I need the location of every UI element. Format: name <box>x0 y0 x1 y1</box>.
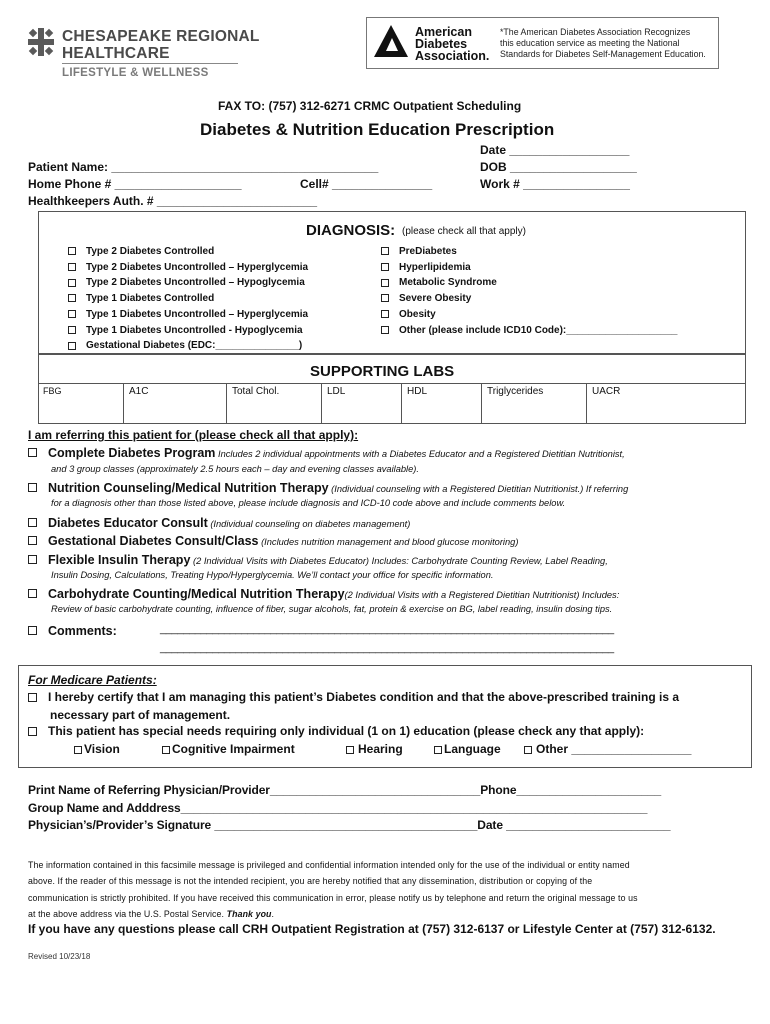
checkbox[interactable] <box>68 263 76 271</box>
lab-cell-hdl[interactable] <box>402 383 482 423</box>
need-cognitive[interactable] <box>162 742 295 756</box>
labs-heading: SUPPORTING LABS <box>310 363 455 380</box>
checkbox[interactable] <box>28 693 37 702</box>
diagnosis-label: Severe Obesity <box>399 293 472 305</box>
diagnosis-label: Type 2 Diabetes Uncontrolled – Hypoglycemia <box>86 277 305 289</box>
referral-desc-cont: Review of basic carbohydrate counting, influence of fiber, sugar alcohols, fat, protein & exercise on BG, label reading, insulin dosing tips. <box>51 604 613 614</box>
diagnosis-label: Hyperlipidemia <box>399 261 471 273</box>
lab-label: Triglycerides <box>487 386 544 397</box>
diagnosis-label: Gestational Diabetes (EDC:_______________) <box>86 340 303 352</box>
diagnosis-option[interactable] <box>68 260 368 276</box>
checkbox[interactable] <box>28 626 37 635</box>
checkbox[interactable] <box>74 746 82 754</box>
checkbox[interactable] <box>68 342 76 350</box>
checkbox[interactable] <box>68 294 76 302</box>
diagnosis-option[interactable] <box>68 291 368 307</box>
diagnosis-option[interactable] <box>68 323 368 339</box>
lab-label: UACR <box>592 386 621 397</box>
referral-item-flexible-insulin[interactable] <box>28 551 608 569</box>
referral-item-educator-consult[interactable] <box>28 514 410 532</box>
medicare-cert-text: I hereby certify that I am managing this patient’s Diabetes condition and that the above-prescribed training is a <box>48 690 680 704</box>
referral-desc: (Individual counseling on diabetes management) <box>207 519 411 529</box>
patient-name-field[interactable]: Patient Name: ________________________________________ <box>28 160 379 174</box>
checkbox[interactable] <box>434 746 442 754</box>
diagnosis-option[interactable] <box>381 275 731 291</box>
ada-note-3: Standards for Diabetes Self-Management Education. <box>500 49 706 59</box>
checkbox[interactable] <box>68 247 76 255</box>
lab-cell-total-chol[interactable] <box>227 383 322 423</box>
date-field[interactable]: Date __________________ <box>480 143 630 157</box>
need-label: Other __________________ <box>536 742 692 756</box>
need-label: Cognitive Impairment <box>172 742 295 756</box>
diagnosis-label: Type 2 Diabetes Uncontrolled – Hyperglycemia <box>86 261 309 273</box>
referral-desc-cont: for a diagnosis other than those listed above, please include diagnosis and ICD-10 code above and include comments below. <box>51 498 566 508</box>
diagnosis-label: Type 1 Diabetes Controlled <box>86 293 215 305</box>
medicare-cert-cont: necessary part of management. <box>50 708 231 722</box>
confidential-line: communication is strictly prohibited. If you have received this communication in error, please notify us by telephone and return the original message to us <box>28 892 638 903</box>
diagnosis-label: Metabolic Syndrome <box>399 277 497 289</box>
need-label: Vision <box>84 742 120 756</box>
diagnosis-option[interactable] <box>68 338 368 354</box>
lab-label: FBG <box>43 386 62 396</box>
questions-line: If you have any questions please call CRH Outpatient Registration at (757) 312-6137 or Lifestyle Center at (757) 312-6132. <box>28 922 716 936</box>
signature-field[interactable]: Physician’s/Provider’s Signature ________________________________________Date _________________________ <box>28 818 671 832</box>
checkbox[interactable] <box>381 326 389 334</box>
referral-desc-cont: Insulin Dosing, Calculations, Treating Hypo/Hyperglycemia. We’ll contact your office for specific information. <box>51 570 494 580</box>
crh-logo-sub: LIFESTYLE & WELLNESS <box>62 67 209 79</box>
referral-heading: I am referring this patient for (please check all that apply): <box>28 428 359 442</box>
checkbox[interactable] <box>28 589 37 598</box>
referral-label: Carbohydrate Counting/Medical Nutrition Therapy <box>48 587 345 601</box>
lab-cell-fbg[interactable] <box>38 383 124 423</box>
diagnosis-label: PreDiabetes <box>399 246 457 257</box>
crh-logo-line2: HEALTHCARE <box>62 45 170 62</box>
diagnosis-label: Obesity <box>399 308 436 320</box>
ada-note-2: this education service as meeting the National <box>500 38 680 48</box>
referral-item-carb-counting[interactable] <box>28 585 619 603</box>
diagnosis-option[interactable] <box>381 260 731 276</box>
diagnosis-option[interactable] <box>68 275 368 291</box>
crh-logo-line1: CHESAPEAKE REGIONAL <box>62 28 260 45</box>
ada-note-1: *The American Diabetes Association Recognizes <box>500 27 691 37</box>
referral-item-nutrition-counseling[interactable] <box>28 479 628 497</box>
confidential-line: above. If the reader of this message is not the intended recipient, you are hereby notified that any dissemination, distribution or copying of the <box>28 876 593 887</box>
lab-label: Total Chol. <box>232 386 280 397</box>
medicare-heading: For Medicare Patients: <box>28 673 157 687</box>
need-other[interactable] <box>524 742 691 756</box>
diagnosis-option[interactable] <box>68 307 368 323</box>
checkbox[interactable] <box>28 518 37 527</box>
ada-name-1: American <box>415 25 472 39</box>
referral-label: Diabetes Educator Consult <box>48 516 208 530</box>
diagnosis-label: Other (please include ICD10 Code):____________________ <box>399 324 678 336</box>
medicare-needs[interactable] <box>28 724 644 738</box>
referral-label: Nutrition Counseling/Medical Nutrition Therapy <box>48 481 329 495</box>
referral-item-gestational[interactable] <box>28 532 518 550</box>
checkbox[interactable] <box>381 294 389 302</box>
diagnosis-left-list <box>68 244 368 354</box>
fax-line: FAX TO: (757) 312-6271 CRMC Outpatient Scheduling <box>218 99 522 113</box>
diagnosis-option[interactable] <box>381 291 731 307</box>
referral-desc: (Individual counseling with a Registered Dietitian Nutritionist.) If referring <box>328 484 629 494</box>
diagnosis-option[interactable] <box>381 244 731 260</box>
home-phone-field[interactable]: Home Phone # ___________________ <box>28 177 242 191</box>
checkbox[interactable] <box>346 746 354 754</box>
checkbox[interactable] <box>381 279 389 287</box>
medicare-cert[interactable] <box>28 690 679 704</box>
lab-cell-uacr[interactable] <box>587 383 746 423</box>
referral-label: Flexible Insulin Therapy <box>48 553 191 567</box>
checkbox[interactable] <box>524 746 532 754</box>
diagnosis-option[interactable] <box>381 307 731 323</box>
diagnosis-heading: DIAGNOSIS: <box>306 222 396 239</box>
checkbox[interactable] <box>381 263 389 271</box>
thank-you: Thank you <box>226 909 272 920</box>
lab-cell-triglycerides[interactable] <box>482 383 587 423</box>
medicare-needs-text: This patient has special needs requiring only individual (1 on 1) education (please check any that apply): <box>48 724 645 738</box>
need-label: Hearing <box>358 742 403 756</box>
diagnosis-right-list <box>381 244 731 338</box>
lab-label: LDL <box>327 386 346 397</box>
diagnosis-label: Type 2 Diabetes Controlled <box>86 246 215 257</box>
checkbox[interactable] <box>68 326 76 334</box>
checkbox[interactable] <box>28 536 37 545</box>
diagnosis-label: Type 1 Diabetes Uncontrolled – Hyperglycemia <box>86 308 309 320</box>
lab-label: HDL <box>407 386 428 397</box>
diagnosis-option[interactable] <box>68 244 368 260</box>
crh-logo-icon <box>28 28 54 56</box>
checkbox[interactable] <box>28 555 37 564</box>
comments-line-2[interactable]: ______________________________________________________________________________ <box>160 642 614 654</box>
checkbox[interactable] <box>162 746 170 754</box>
diagnosis-option[interactable] <box>381 323 731 339</box>
referral-desc: Includes 2 individual appointments with a Diabetes Educator and a Registered Dietitian Nutritionist, <box>215 449 625 459</box>
referral-desc: (2 Individual Visits with Diabetes Educator) Includes: Carbohydrate Counting Review, Label Reading, <box>190 556 608 566</box>
referral-desc: (Includes nutrition management and blood glucose monitoring) <box>258 537 519 547</box>
confidential-line: The information contained in this facsimile message is privileged and confidential information intended only for the use of the individual or entity named <box>28 860 630 870</box>
lab-cell-ldl[interactable] <box>322 383 402 423</box>
need-hearing[interactable] <box>346 742 403 756</box>
checkbox[interactable] <box>381 310 389 318</box>
comments-row[interactable] <box>28 622 117 640</box>
need-vision[interactable] <box>74 742 120 756</box>
checkbox[interactable] <box>28 448 37 457</box>
page-title: Diabetes & Nutrition Education Prescription <box>200 120 555 139</box>
lab-cell-a1c[interactable] <box>124 383 227 423</box>
group-address-field[interactable]: Group Name and Adddress_______________________________________________________________________ <box>28 801 648 815</box>
confidential-notice: The information contained in this facsimile message is privileged and confidential information intended only for the use of the individual or entity named above. If the reader of this message is not the intended recipient, you are hereby notified that any dissemination, distribution or copying of the communication is strictly prohibited. If you have received this communication in error, please notify us by telephone and return the original message to us at the above address via the U.S. Postal Service. Thank you. <box>28 857 638 923</box>
comments-label: Comments: <box>48 624 117 638</box>
checkbox[interactable] <box>68 310 76 318</box>
dob-field[interactable]: DOB ___________________ <box>480 160 637 174</box>
confidential-line: at the above address via the U.S. Postal Service. <box>28 909 225 920</box>
auth-field[interactable]: Healthkeepers Auth. # ________________________ <box>28 194 318 208</box>
checkbox[interactable] <box>381 247 389 255</box>
referral-desc-cont: and 3 group classes (approximately 2.5 hours each – day and evening classes available). <box>51 464 419 474</box>
referral-label: Gestational Diabetes Consult/Class <box>48 534 259 548</box>
checkbox[interactable] <box>28 727 37 736</box>
ada-logo-icon-inner <box>386 38 398 51</box>
need-language[interactable] <box>434 742 501 756</box>
physician-name-field[interactable]: Print Name of Referring Physician/Provider________________________________Phone______________________ <box>28 783 662 797</box>
work-phone-field[interactable]: Work # ________________ <box>480 177 630 191</box>
referral-desc: (2 Individual Visits with a Registered Dietitian Nutritionist) Includes: <box>344 590 620 600</box>
checkbox[interactable] <box>68 279 76 287</box>
checkbox[interactable] <box>28 483 37 492</box>
referral-item-complete-program[interactable] <box>28 444 625 462</box>
referral-label: Complete Diabetes Program <box>48 446 216 460</box>
lab-label: A1C <box>129 386 149 397</box>
diagnosis-note: (please check all that apply) <box>402 226 526 237</box>
diagnosis-label: Type 1 Diabetes Uncontrolled - Hypoglycemia <box>86 324 303 336</box>
cell-field[interactable]: Cell# _______________ <box>300 177 433 191</box>
ada-name-3: Association. <box>415 49 490 63</box>
comments-line-1[interactable]: ______________________________________________________________________________ <box>160 623 614 635</box>
crh-logo-rule <box>62 63 238 64</box>
need-label: Language <box>444 742 501 756</box>
ada-name-2: Diabetes <box>415 37 468 51</box>
revised-date: Revised 10/23/18 <box>28 952 91 961</box>
